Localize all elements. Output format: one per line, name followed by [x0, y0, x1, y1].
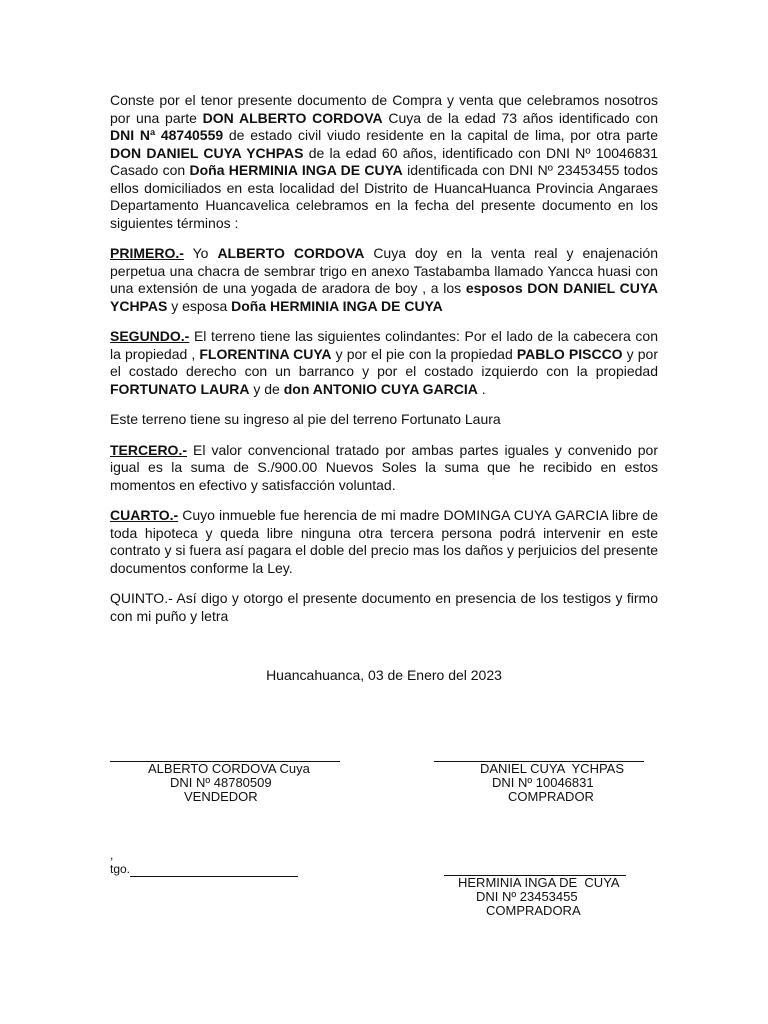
- text-run: de estado civil viudo residente en la capital de lima, por otra parte: [223, 127, 658, 143]
- ingreso-paragraph: [110, 411, 658, 429]
- bold-text: FORTUNATO LAURA: [110, 380, 250, 397]
- text-run: Cuyo inmueble fue herencia de mi madre DOMINGA CUYA GARCIA libre de toda hipoteca y queda libre ninguna otra tercera persona podrá intervenir en este contrato y si fuera así pagara el doble del precio mas los daños y perjuicios del presente documentos conforme la Ley.: [110, 507, 658, 576]
- clause-quinto: [110, 590, 658, 625]
- signer-name: DANIEL CUYA YCHPAS: [480, 761, 625, 776]
- text-run: Yo: [183, 245, 218, 261]
- clause-tercero: [110, 442, 658, 495]
- text-run: QUINTO.- Así digo y otorgo el presente documento en presencia de los testigos y firmo con mi puño y letra: [110, 590, 658, 624]
- clause-primero: [110, 245, 658, 315]
- clause-cuarto: [110, 507, 658, 577]
- text-run: .: [477, 380, 486, 397]
- signature-comprador: [434, 761, 644, 804]
- clause-segundo: [110, 328, 658, 398]
- text-run: y por el costado derecho con un barranco y por el costado izquierdo con la propiedad: [110, 345, 659, 379]
- text-run: Este terreno tiene su ingreso al pie del terreno Fortunato Laura: [110, 411, 501, 427]
- signer-dni: DNI Nº 48780509: [170, 775, 272, 790]
- signer-name: HERMINIA INGA DE CUYA: [458, 875, 620, 890]
- text-run: Cuya de la edad 73 años identificado con: [382, 109, 658, 126]
- signature-vendedor: [110, 761, 340, 804]
- clause-heading: PRIMERO.-: [110, 245, 184, 261]
- signer-dni: DNI Nº 10046831: [492, 775, 594, 790]
- bold-text: Doña HERMINIA INGA DE CUYA: [231, 297, 443, 314]
- signer-role: VENDEDOR: [184, 789, 258, 804]
- signer-dni: DNI Nº 23453455: [476, 889, 578, 904]
- bold-text: DON DANIEL CUYA YCHPAS: [110, 144, 304, 161]
- witness-signature: [110, 848, 300, 876]
- text-run: El terreno tiene las siguientes colindantes: Por el lado de la cabecera con la propiedad ,: [110, 328, 658, 362]
- bold-text: PABLO PISCCO: [516, 345, 623, 362]
- text-run: identificada con DNI Nº 23453455 todos ellos domiciliados en esta localidad del Distrito de HuancaHuanca Provincia Angaraes Departamento Huancavelica celebramos en la fecha del presente documento en los siguientes términos :: [110, 162, 659, 231]
- clause-heading: TERCERO.-: [110, 441, 187, 458]
- bold-text: Doña HERMINIA INGA DE CUYA: [189, 162, 403, 178]
- contract-body: [110, 92, 658, 638]
- bold-text: DON ALBERTO CORDOVA: [202, 109, 383, 126]
- signer-role: COMPRADORA: [486, 903, 581, 918]
- bold-text: don ANTONIO CUYA GARCIA: [283, 380, 478, 397]
- place-date: Huancahuanca, 03 de Enero del 2023: [266, 667, 502, 683]
- clause-heading: CUARTO.-: [110, 507, 179, 523]
- clause-heading: SEGUNDO.-: [110, 328, 190, 344]
- witness-label: tgo.: [110, 862, 131, 876]
- witness-mark: ,: [110, 848, 114, 862]
- text-run: El valor convencional tratado por ambas partes iguales y convenido por igual es la suma de S./900.00 Nuevos Soles la suma que he recibido en estos momentos en efectivo y satisfacción voluntad.: [110, 441, 658, 493]
- text-run: y de: [249, 380, 284, 397]
- bold-text: FLORENTINA CUYA: [199, 345, 332, 362]
- text-run: y por el pie con la propiedad: [331, 345, 517, 362]
- bold-text: ALBERTO CORDOVA: [217, 245, 365, 261]
- text-run: de la edad 60 años, identificado con DNI Nº 10046831 Casado con: [110, 144, 658, 178]
- signature-line: [130, 876, 298, 877]
- signer-name: ALBERTO CORDOVA Cuya: [148, 761, 310, 776]
- bold-text: DNI Nª 48740559: [110, 127, 224, 143]
- text-run: Cuya doy en la venta real y enajenación perpetua una chacra de sembrar trigo en anexo Tastabamba llamado Yancca huasi con una extensión de una yogada de aradora de boy , a los: [110, 245, 658, 296]
- signature-compradora: [444, 875, 626, 918]
- text-run: Conste por el tenor presente documento de Compra y venta que celebramos nosotros por una parte: [110, 92, 658, 126]
- signer-role: COMPRADOR: [508, 789, 594, 804]
- intro-paragraph: [110, 92, 658, 232]
- text-run: y esposa: [167, 297, 232, 314]
- bold-text: esposos DON DANIEL CUYA YCHPAS: [110, 280, 658, 314]
